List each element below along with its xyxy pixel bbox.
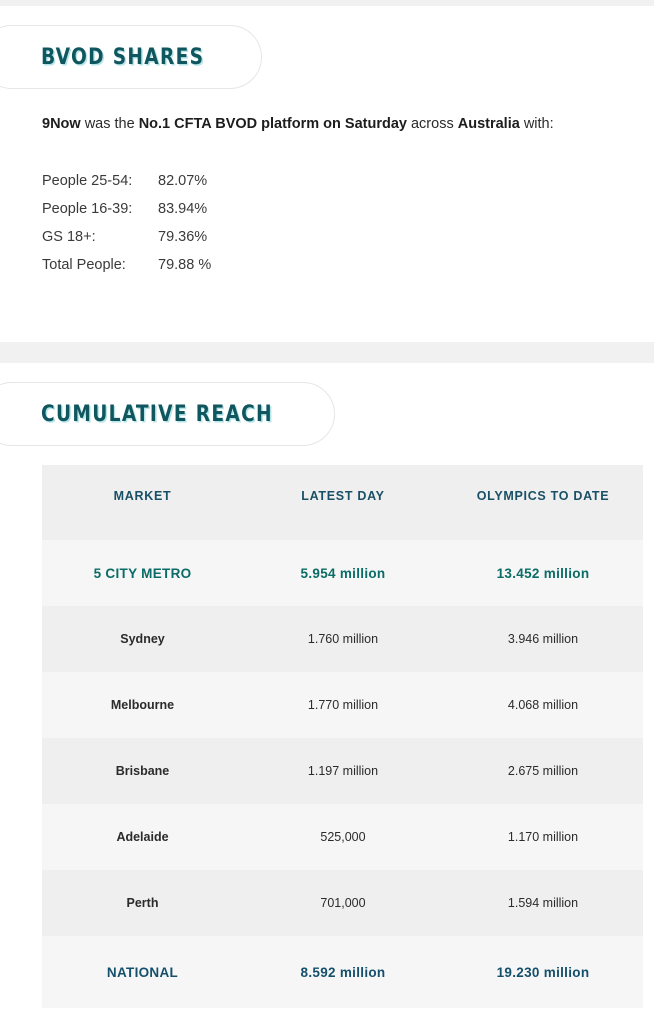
bvod-share-stats-list (42, 173, 211, 285)
cell-olympics-to-date: 2.675 million (443, 738, 643, 804)
cell-latest-day: 1.760 million (243, 606, 443, 672)
lede-region: Australia (457, 116, 520, 132)
bvod-shares-section (0, 6, 654, 342)
stat-row (42, 201, 211, 229)
cell-latest-day: 5.954 million (243, 540, 443, 606)
stat-label: People 16-39: (42, 201, 133, 217)
table-header-row (42, 465, 643, 540)
stat-value: 82.07% (158, 173, 208, 189)
cell-latest-day: 525,000 (243, 804, 443, 870)
lede-connector-2: across (406, 116, 458, 132)
stat-label: People 25-54: (42, 173, 133, 189)
column-header-latest-day: LATEST DAY (243, 465, 443, 540)
cell-market: Adelaide (42, 804, 243, 870)
cell-latest-day: 701,000 (243, 870, 443, 936)
cumulative-reach-header-pill (0, 382, 335, 446)
stat-label: GS 18+: (42, 229, 96, 245)
table-row-5-city-metro (42, 540, 643, 606)
lede-brand: 9Now (42, 116, 81, 132)
lede-suffix: with: (519, 116, 554, 132)
table-row-national (42, 936, 643, 1008)
lede-connector-1: was the (80, 116, 139, 132)
bvod-lede-text (42, 114, 554, 134)
stat-value: 79.88 % (158, 257, 212, 273)
table-body (42, 540, 643, 1008)
bvod-shares-header-pill (0, 25, 262, 89)
column-header-olympics-to-date: OLYMPICS TO DATE (443, 465, 643, 540)
stat-value: 79.36% (158, 229, 208, 245)
column-header-market: MARKET (42, 465, 243, 540)
stat-value: 83.94% (158, 201, 208, 217)
cell-latest-day: 1.770 million (243, 672, 443, 738)
cell-olympics-to-date: 3.946 million (443, 606, 643, 672)
stat-label: Total People: (42, 257, 126, 273)
table-row-brisbane (42, 738, 643, 804)
table-row-adelaide (42, 804, 643, 870)
cumulative-reach-title: CUMULATIVE REACH (41, 401, 273, 427)
cell-latest-day: 1.197 million (243, 738, 443, 804)
table-header (42, 465, 643, 540)
stat-row (42, 257, 211, 285)
cell-market: Sydney (42, 606, 243, 672)
cell-olympics-to-date: 1.170 million (443, 804, 643, 870)
cell-market: Perth (42, 870, 243, 936)
cell-latest-day: 8.592 million (243, 936, 443, 1008)
table-row-perth (42, 870, 643, 936)
cell-market: Melbourne (42, 672, 243, 738)
cell-olympics-to-date: 4.068 million (443, 672, 643, 738)
table-row-melbourne (42, 672, 643, 738)
cumulative-reach-table (42, 465, 643, 1008)
cell-olympics-to-date: 13.452 million (443, 540, 643, 606)
cell-market: Brisbane (42, 738, 243, 804)
bvod-shares-title: BVOD SHARES (41, 44, 205, 70)
table-row-sydney (42, 606, 643, 672)
cell-market: 5 CITY METRO (42, 540, 243, 606)
cell-olympics-to-date: 19.230 million (443, 936, 643, 1008)
stat-row (42, 229, 211, 257)
stat-row (42, 173, 211, 201)
cell-olympics-to-date: 1.594 million (443, 870, 643, 936)
cell-market: NATIONAL (42, 936, 243, 1008)
lede-claim: No.1 CFTA BVOD platform on Saturday (138, 116, 407, 132)
